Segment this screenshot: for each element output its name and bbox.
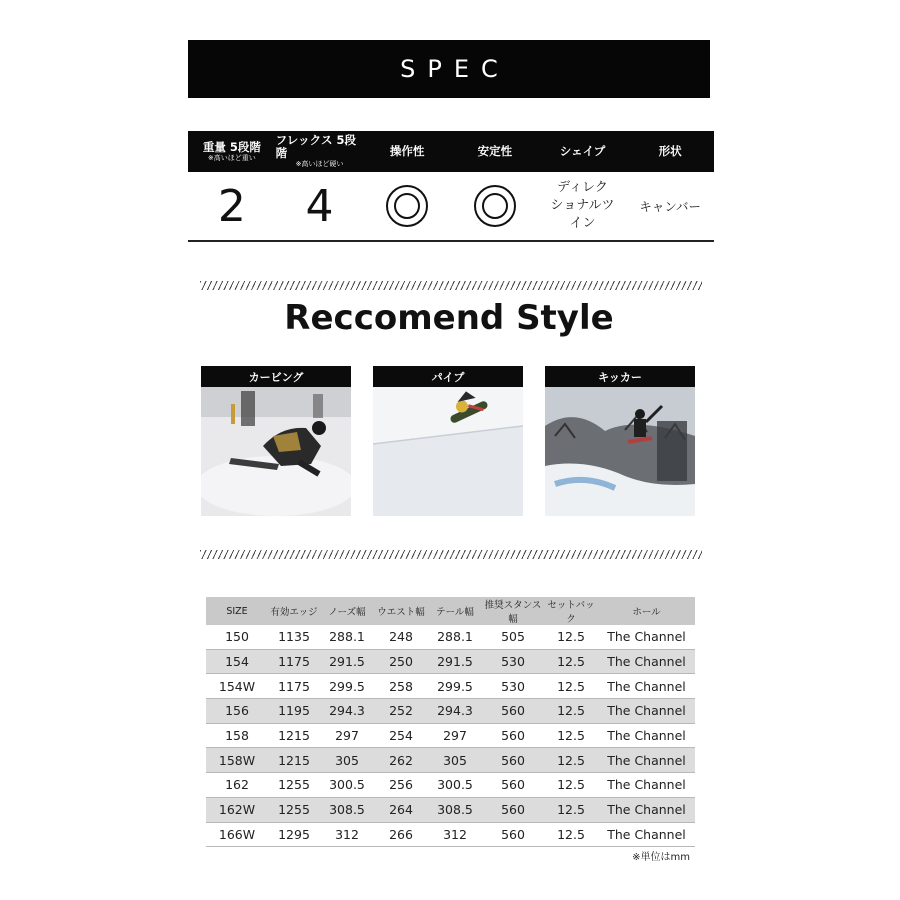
- table-cell: 262: [374, 748, 428, 773]
- col-nose: ノーズ幅: [320, 597, 374, 625]
- table-cell: 154W: [206, 674, 268, 699]
- table-cell: 12.5: [544, 797, 598, 822]
- hatch-divider: [200, 550, 702, 559]
- table-cell: 560: [482, 723, 544, 748]
- table-cell: The Channel: [598, 797, 695, 822]
- table-cell: 12.5: [544, 625, 598, 649]
- table-cell: 1175: [268, 649, 320, 674]
- style-photo-carving: [201, 366, 351, 516]
- col-tail: テール幅: [428, 597, 482, 625]
- table-cell: 156: [206, 699, 268, 724]
- col-stance: 推奨スタンス幅: [482, 597, 544, 625]
- table-cell: 12.5: [544, 649, 598, 674]
- table-cell: 505: [482, 625, 544, 649]
- table-cell: 1195: [268, 699, 320, 724]
- table-cell: 291.5: [428, 649, 482, 674]
- style-label-kicker: キッカー: [545, 366, 695, 387]
- table-cell: The Channel: [598, 748, 695, 773]
- col-setback: セットバック: [544, 597, 598, 625]
- table-cell: The Channel: [598, 674, 695, 699]
- stability-value: [451, 172, 539, 240]
- table-cell: 1255: [268, 773, 320, 798]
- style-photo-kicker: [545, 366, 695, 516]
- table-row: [206, 822, 695, 847]
- table-cell: The Channel: [598, 649, 695, 674]
- spec-banner: [188, 40, 710, 98]
- table-cell: 252: [374, 699, 428, 724]
- table-cell: 1215: [268, 748, 320, 773]
- size-table-header: [206, 597, 695, 625]
- header-form: 形状: [658, 144, 682, 158]
- table-row: [206, 797, 695, 822]
- header-shape: シェイプ: [559, 144, 606, 158]
- table-cell: The Channel: [598, 773, 695, 798]
- table-cell: 299.5: [428, 674, 482, 699]
- header-stability: 安定性: [477, 144, 513, 158]
- style-label-pipe: パイプ: [373, 366, 523, 387]
- table-cell: 12.5: [544, 699, 598, 724]
- table-cell: 12.5: [544, 674, 598, 699]
- spec-title: SPEC: [400, 55, 510, 83]
- operability-value: [363, 172, 451, 240]
- spec-value-row: [188, 172, 714, 242]
- table-row: [206, 723, 695, 748]
- table-cell: 560: [482, 797, 544, 822]
- spec-table: [188, 131, 714, 242]
- table-cell: 266: [374, 822, 428, 847]
- pipe-photo: [373, 366, 523, 516]
- table-cell: 254: [374, 723, 428, 748]
- table-cell: 12.5: [544, 748, 598, 773]
- table-cell: 300.5: [320, 773, 374, 798]
- style-photo-pipe: [373, 366, 523, 516]
- table-cell: 291.5: [320, 649, 374, 674]
- table-cell: 12.5: [544, 822, 598, 847]
- double-circle-icon: [473, 184, 517, 228]
- table-cell: 530: [482, 649, 544, 674]
- table-cell: 250: [374, 649, 428, 674]
- table-row: [206, 625, 695, 649]
- table-cell: 264: [374, 797, 428, 822]
- kicker-photo: [545, 366, 695, 516]
- table-cell: 1175: [268, 674, 320, 699]
- table-cell: 162W: [206, 797, 268, 822]
- table-cell: 530: [482, 674, 544, 699]
- col-size: SIZE: [206, 597, 268, 625]
- table-cell: 288.1: [428, 625, 482, 649]
- table-cell: 560: [482, 773, 544, 798]
- table-cell: The Channel: [598, 822, 695, 847]
- table-cell: 560: [482, 748, 544, 773]
- table-row: [206, 674, 695, 699]
- table-cell: The Channel: [598, 723, 695, 748]
- hatch-divider: [200, 281, 702, 290]
- table-cell: 248: [374, 625, 428, 649]
- table-cell: 308.5: [320, 797, 374, 822]
- table-cell: 258: [374, 674, 428, 699]
- table-cell: 305: [320, 748, 374, 773]
- carving-photo: [201, 366, 351, 516]
- table-cell: 1135: [268, 625, 320, 649]
- table-cell: 150: [206, 625, 268, 649]
- double-circle-icon: [385, 184, 429, 228]
- col-waist: ウエスト幅: [374, 597, 428, 625]
- header-operability: 操作性: [389, 144, 425, 158]
- col-edge: 有効エッジ: [268, 597, 320, 625]
- header-flex: フレックス 5段階 ※高いほど硬い: [275, 133, 356, 168]
- table-cell: 1255: [268, 797, 320, 822]
- table-row: [206, 773, 695, 798]
- table-cell: 297: [428, 723, 482, 748]
- style-label-carving: カービング: [201, 366, 351, 387]
- table-cell: 300.5: [428, 773, 482, 798]
- table-row: [206, 699, 695, 724]
- size-table: [206, 597, 695, 847]
- table-row: [206, 649, 695, 674]
- table-cell: 288.1: [320, 625, 374, 649]
- table-cell: The Channel: [598, 625, 695, 649]
- table-cell: 297: [320, 723, 374, 748]
- table-cell: 312: [320, 822, 374, 847]
- table-cell: 1215: [268, 723, 320, 748]
- col-hole: ホール: [598, 597, 695, 625]
- table-cell: 560: [482, 699, 544, 724]
- table-cell: 158W: [206, 748, 268, 773]
- table-row: [206, 748, 695, 773]
- table-cell: 12.5: [544, 723, 598, 748]
- unit-note: ※単位はmm: [632, 852, 690, 863]
- table-cell: 294.3: [428, 699, 482, 724]
- table-cell: 312: [428, 822, 482, 847]
- table-cell: 256: [374, 773, 428, 798]
- table-cell: 12.5: [544, 773, 598, 798]
- table-cell: 305: [428, 748, 482, 773]
- table-cell: 158: [206, 723, 268, 748]
- flex-value: 4: [305, 180, 334, 232]
- table-cell: The Channel: [598, 699, 695, 724]
- weight-value: 2: [217, 180, 246, 232]
- table-cell: 166W: [206, 822, 268, 847]
- form-value: キャンバー: [639, 199, 702, 214]
- table-cell: 154: [206, 649, 268, 674]
- table-cell: 299.5: [320, 674, 374, 699]
- table-cell: 162: [206, 773, 268, 798]
- recommend-title: Reccomend Style: [284, 298, 614, 338]
- table-cell: 308.5: [428, 797, 482, 822]
- table-cell: 560: [482, 822, 544, 847]
- table-cell: 1295: [268, 822, 320, 847]
- shape-value: ディレク ショナルツ イン: [550, 180, 615, 231]
- table-cell: 294.3: [320, 699, 374, 724]
- spec-header-row: [188, 131, 714, 172]
- header-weight: 重量 5段階 ※高いほど重い: [202, 139, 261, 162]
